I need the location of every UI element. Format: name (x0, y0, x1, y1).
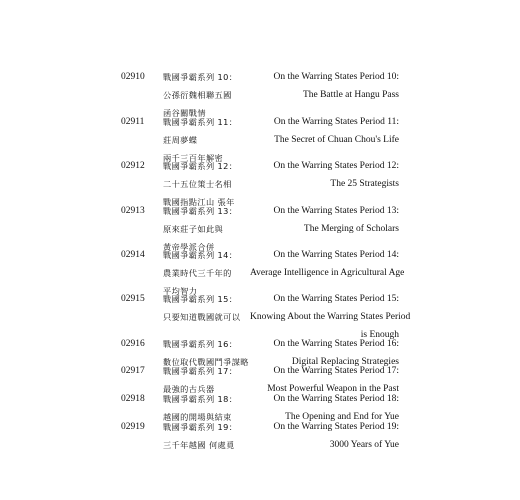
english-title (250, 70, 399, 106)
catalog-number: 02911 (121, 117, 145, 127)
chinese-title-line: 戰國爭霸系列 13： (163, 206, 238, 216)
english-title-line: The Opening and End for Yue (285, 411, 399, 422)
chinese-title-line: 平均智力 (163, 285, 198, 296)
english-title-line: On the Warring States Period 15: (273, 294, 399, 304)
catalog-number: 02917 (121, 366, 145, 376)
english-title-line: On the Warring States Period 11: (273, 117, 399, 127)
chinese-title-line: 最強的古兵器 (163, 383, 215, 394)
chinese-title-line: 戰國爭霸系列 14： (163, 250, 238, 260)
english-title-line: On the Warring States Period 17: (273, 366, 399, 376)
english-title-line: On the Warring States Period 13: (273, 206, 399, 216)
english-title-line: Most Powerful Weapon in the Past (267, 383, 399, 394)
chinese-title-line: 數位取代戰國鬥爭謀略 (163, 356, 249, 367)
english-title-line: Average Intelligence in Agricultural Age (250, 267, 405, 278)
english-title-line: Digital Replacing Strategies (291, 356, 399, 367)
english-title (250, 159, 399, 195)
english-title-line: On the Warring States Period 12: (273, 161, 399, 171)
chinese-title-line: 戰國指點江山 張年 (163, 196, 235, 207)
english-title-line: The Battle at Hangu Pass (302, 89, 399, 100)
chinese-title-line: 公孫衍魏相聯五國 (163, 89, 232, 100)
chinese-title-line: 戰國爭霸系列 17： (163, 366, 238, 376)
english-title-line: On the Warring States Period 10: (273, 72, 399, 82)
chinese-title-line: 農業時代三千年的 (163, 267, 232, 278)
chinese-title-line: 函谷關戰情 (163, 107, 206, 118)
english-title-line: The 25 Strategists (330, 178, 399, 189)
chinese-title-line: 黃帝學派合併 (163, 241, 215, 252)
english-title-line: Knowing About the Warring States Period (250, 311, 411, 322)
chinese-title-line: 兩千三百年解密 (163, 152, 224, 163)
chinese-title-line: 戰國爭霸系列 19： (163, 422, 238, 432)
catalog-number: 02914 (121, 250, 145, 260)
english-title-line: The Secret of Chuan Chou's Life (274, 134, 399, 145)
chinese-title-line: 戰國爭霸系列 11： (163, 117, 238, 127)
english-title-line: The Merging of Scholars (303, 223, 399, 234)
catalog-number: 02919 (121, 422, 145, 432)
chinese-title-line: 越國的開場與結束 (163, 411, 232, 422)
chinese-title-line: 戰國爭霸系列 16： (163, 339, 238, 349)
english-title-line: is Enough (360, 329, 399, 340)
catalog-number: 02918 (121, 394, 145, 404)
chinese-title-line: 二十五位策士名相 (163, 178, 232, 189)
catalog-number: 02910 (121, 72, 145, 82)
chinese-title-line: 莊周夢蝶 (163, 134, 198, 145)
chinese-title-line: 戰國爭霸系列 10： (163, 72, 238, 82)
catalog-number: 02915 (121, 294, 145, 304)
english-title-line: On the Warring States Period 18: (273, 394, 399, 404)
english-title (250, 204, 399, 240)
english-title-line: 3000 Years of Yue (329, 439, 399, 450)
english-title-line: On the Warring States Period 19: (273, 422, 399, 432)
english-title (250, 420, 399, 456)
chinese-title-line: 三千年越國 何處覓 (163, 439, 235, 450)
chinese-title-line: 只要知道戰國就可以 (163, 311, 241, 322)
english-title (250, 248, 405, 284)
english-title (250, 115, 399, 151)
english-title-line: On the Warring States Period 14: (273, 250, 399, 260)
english-title-line: On the Warring States Period 16: (273, 339, 399, 349)
chinese-title-line: 戰國爭霸系列 12： (163, 161, 238, 171)
chinese-title-line: 戰國爭霸系列 15： (163, 294, 238, 304)
catalog-number: 02913 (121, 206, 145, 216)
catalog-number: 02916 (121, 339, 145, 349)
chinese-title-line: 戰國爭霸系列 18： (163, 394, 238, 404)
catalog-number: 02912 (121, 161, 145, 171)
chinese-title-line: 原來莊子如此與 (163, 223, 224, 234)
